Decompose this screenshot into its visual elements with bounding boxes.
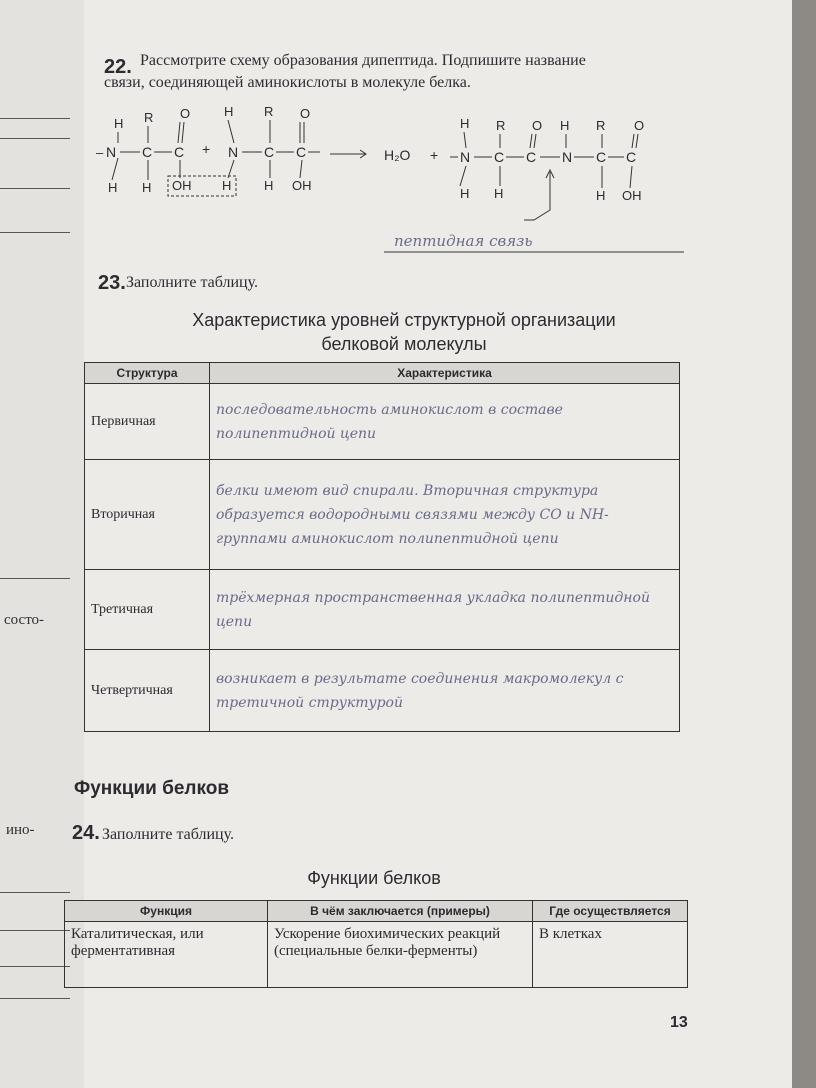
water-formula: H₂O xyxy=(384,147,411,163)
svg-text:OH: OH xyxy=(292,178,312,193)
margin-text-fragment: ино- xyxy=(6,822,35,838)
svg-text:O: O xyxy=(532,118,543,133)
handwritten-answer: последовательность аминокислот в составе полипептидной цепи xyxy=(210,384,680,460)
margin-text-fragment: состо- xyxy=(4,612,45,628)
column-header-characteristic: Характеристика xyxy=(210,363,680,384)
svg-text:N: N xyxy=(460,149,471,165)
column-header-function: Функция xyxy=(65,901,268,922)
question-22-text-line1: Рассмотрите схему образования дипептида. Подпишите название xyxy=(140,52,586,69)
table-24-caption: Функции белков xyxy=(307,868,441,888)
svg-text:H: H xyxy=(142,180,152,195)
svg-text:C: C xyxy=(626,149,637,165)
question-23-number: 23. xyxy=(98,272,126,294)
svg-text:O: O xyxy=(180,106,191,121)
svg-text:N: N xyxy=(228,144,239,160)
svg-text:H: H xyxy=(596,188,606,203)
svg-text:–: – xyxy=(96,145,104,160)
ruled-line xyxy=(0,578,70,579)
svg-text:N: N xyxy=(562,149,573,165)
workbook-page xyxy=(71,0,792,1088)
protein-functions-table xyxy=(64,900,688,988)
svg-text:H: H xyxy=(494,186,504,201)
handwritten-bond-name: пептидная связь xyxy=(394,232,533,250)
table-header-row xyxy=(65,901,688,922)
page-edge-shadow xyxy=(792,0,816,1088)
ruled-line xyxy=(0,138,70,139)
structure-name: Вторичная xyxy=(85,460,210,570)
svg-text:C: C xyxy=(526,149,537,165)
function-name: Каталитическая, или ферментативная xyxy=(65,922,268,988)
svg-text:H: H xyxy=(560,118,570,133)
table-23-caption-line2: белковой молекулы xyxy=(321,334,487,354)
svg-text:H: H xyxy=(108,180,118,195)
question-23-text: Заполните таблицу. xyxy=(126,274,258,291)
svg-text:H: H xyxy=(460,186,470,201)
question-22-text-line2: связи, соединяющей аминокислоты в молекуле белка. xyxy=(104,74,471,91)
table-row xyxy=(85,384,680,460)
svg-text:N: N xyxy=(106,144,117,160)
question-22-number: 22. xyxy=(104,56,132,78)
column-header-where: Где осуществляется xyxy=(533,901,688,922)
bond-pointer xyxy=(524,172,550,220)
ruled-line xyxy=(0,118,70,119)
handwritten-answer: возникает в результате соединения макромолекул с третичной структурой xyxy=(210,650,680,732)
structure-name: Третичная xyxy=(85,570,210,650)
svg-text:R: R xyxy=(264,104,274,119)
function-location: В клетках xyxy=(533,922,688,988)
svg-text:+: + xyxy=(430,147,439,163)
question-24-text: Заполните таблицу. xyxy=(102,826,234,843)
ruled-line xyxy=(0,966,70,967)
structure-name: Первичная xyxy=(85,384,210,460)
svg-text:OH: OH xyxy=(172,178,192,193)
column-header-structure: Структура xyxy=(85,363,210,384)
svg-text:C: C xyxy=(494,149,505,165)
svg-text:C: C xyxy=(596,149,607,165)
svg-text:H: H xyxy=(460,116,470,131)
handwritten-answer: трёхмерная пространственная укладка полипептидной цепи xyxy=(210,570,680,650)
svg-text:H: H xyxy=(222,178,232,193)
structure-name: Четвертичная xyxy=(85,650,210,732)
table-row xyxy=(65,922,688,988)
ruled-line xyxy=(0,998,70,999)
table-row xyxy=(85,460,680,570)
svg-text:R: R xyxy=(144,110,154,125)
amino-acid-1 xyxy=(96,106,192,195)
function-essence: Ускорение биохимических реакций (специальные белки-ферменты) xyxy=(268,922,533,988)
svg-text:R: R xyxy=(596,118,606,133)
svg-text:H: H xyxy=(224,104,234,119)
svg-text:C: C xyxy=(174,144,185,160)
section-title: Функции белков xyxy=(74,778,230,799)
svg-text:C: C xyxy=(264,144,275,160)
handwritten-answer: белки имеют вид спирали. Вторичная структура образуется водородными связями между CO и NH-группами аминокислот полипептидной цепи xyxy=(210,460,680,570)
table-23-caption-line1: Характеристика уровней структурной организации xyxy=(192,310,616,330)
svg-text:H: H xyxy=(114,116,124,131)
ruled-line xyxy=(0,232,70,233)
ruled-line xyxy=(0,188,70,189)
svg-text:OH: OH xyxy=(622,188,642,203)
table-header-row xyxy=(85,363,680,384)
ruled-line xyxy=(0,930,70,931)
svg-text:H: H xyxy=(264,178,274,193)
dipeptide-molecule xyxy=(450,116,644,203)
question-24-number: 24. xyxy=(72,822,100,844)
svg-text:O: O xyxy=(300,106,311,121)
svg-text:C: C xyxy=(142,144,153,160)
amino-acid-2 xyxy=(222,104,320,193)
column-header-essence: В чём заключается (примеры) xyxy=(268,901,533,922)
page-number: 13 xyxy=(670,1014,688,1031)
table-row xyxy=(85,650,680,732)
plus-sign: + xyxy=(202,141,211,157)
svg-text:R: R xyxy=(496,118,506,133)
svg-text:O: O xyxy=(634,118,645,133)
table-row xyxy=(85,570,680,650)
svg-text:C: C xyxy=(296,144,307,160)
dipeptide-scheme xyxy=(94,100,684,270)
structure-levels-table xyxy=(84,362,680,732)
ruled-line xyxy=(0,892,70,893)
